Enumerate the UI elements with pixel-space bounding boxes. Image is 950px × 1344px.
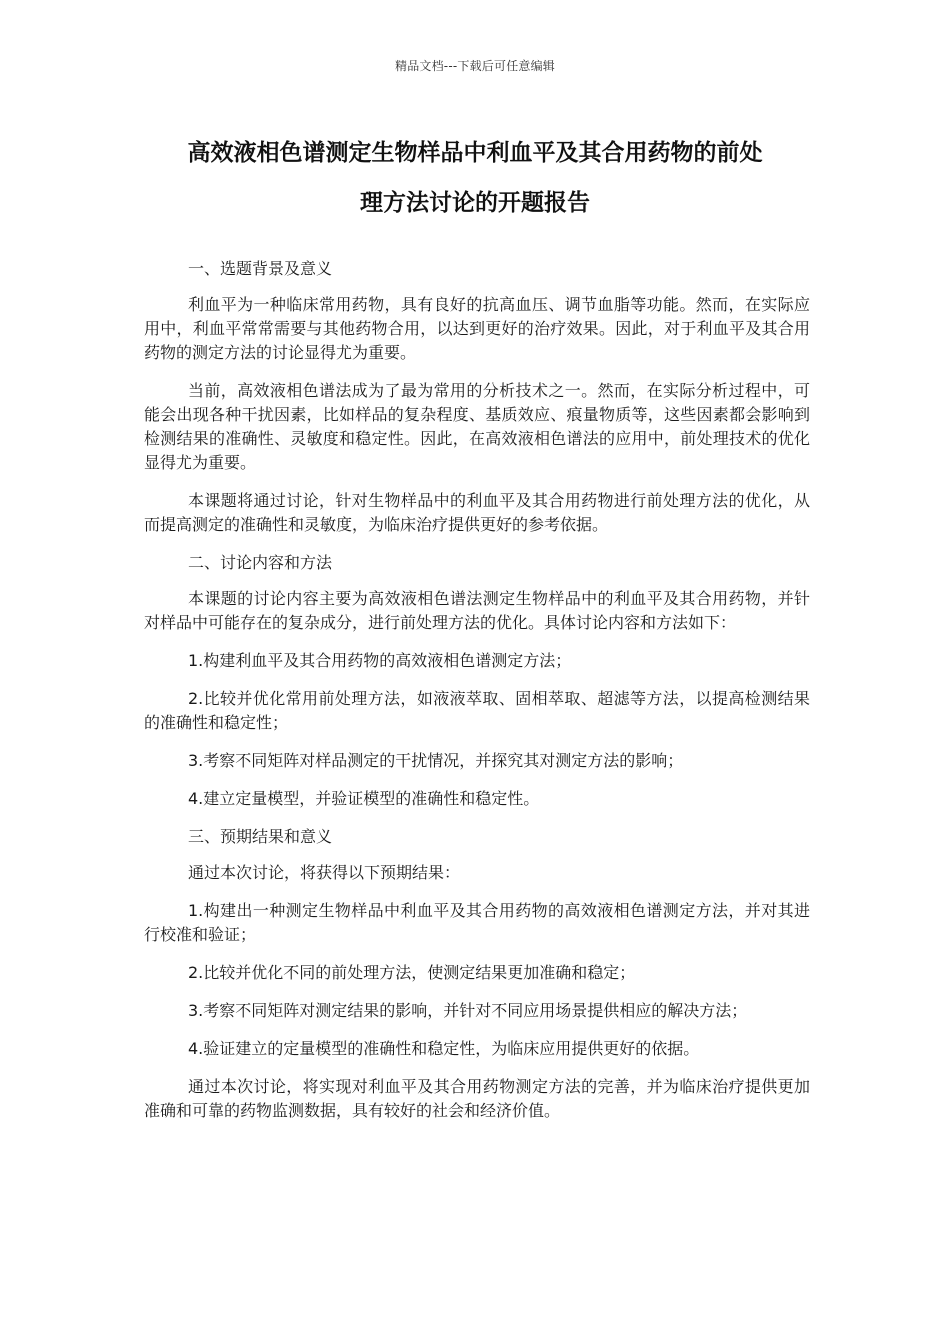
- list-item-content-4: 4.建立定量模型，并验证模型的准确性和稳定性。: [188, 789, 540, 808]
- paragraph-content-intro: 本课题的讨论内容主要为高效液相色谱法测定生物样品中的利血平及其合用药物，并针对样品中可能存在的复杂成分，进行前处理方法的优化。具体讨论内容和方法如下：: [144, 589, 810, 632]
- section-heading-results: 三、预期结果和意义: [188, 827, 333, 846]
- list-item-content-2: 2.比较并优化常用前处理方法，如液液萃取、固相萃取、超滤等方法，以提高检测结果的准确性和稳定性；: [144, 689, 810, 732]
- section-heading-background: 一、选题背景及意义: [188, 259, 333, 278]
- paragraph-background-1: 利血平为一种临床常用药物，具有良好的抗高血压、调节血脂等功能。然而，在实际应用中，利血平常常需要与其他药物合用，以达到更好的治疗效果。因此，对于利血平及其合用药物的测定方法的讨论显得尤为重要。: [144, 295, 810, 362]
- paragraph-conclusion: 通过本次讨论，将实现对利血平及其合用药物测定方法的完善，并为临床治疗提供更加准确和可靠的药物监测数据，具有较好的社会和经济价值。: [144, 1077, 810, 1120]
- document-body: [144, 257, 810, 1137]
- paragraph-background-2: 当前，高效液相色谱法成为了最为常用的分析技术之一。然而，在实际分析过程中，可能会出现各种干扰因素，比如样品的复杂程度、基质效应、痕量物质等，这些因素都会影响到检测结果的准确性、灵敏度和稳定性。因此，在高效液相色谱法的应用中，前处理技术的优化显得尤为重要。: [144, 381, 810, 472]
- list-item-results-2: 2.比较并优化不同的前处理方法，使测定结果更加准确和稳定；: [188, 963, 636, 982]
- paragraph-background-3: 本课题将通过讨论，针对生物样品中的利血平及其合用药物进行前处理方法的优化，从而提高测定的准确性和灵敏度，为临床治疗提供更好的参考依据。: [144, 491, 810, 534]
- list-item-results-4: 4.验证建立的定量模型的准确性和稳定性，为临床应用提供更好的依据。: [188, 1039, 700, 1058]
- list-item-content-1: 1.构建利血平及其合用药物的高效液相色谱测定方法；: [188, 651, 572, 670]
- paragraph-results-intro: 通过本次讨论，将获得以下预期结果：: [188, 863, 461, 882]
- header-note: 精品文档---下载后可任意编辑: [395, 59, 555, 73]
- document-title: [120, 128, 830, 228]
- title-line-2: 理方法讨论的开题报告: [360, 190, 590, 216]
- section-heading-content: 二、讨论内容和方法: [188, 553, 333, 572]
- list-item-results-3: 3.考察不同矩阵对测定结果的影响，并针对不同应用场景提供相应的解决方法；: [188, 1001, 748, 1020]
- title-line-1: 高效液相色谱测定生物样品中利血平及其合用药物的前处: [187, 140, 763, 166]
- list-item-content-3: 3.考察不同矩阵对样品测定的干扰情况，并探究其对测定方法的影响；: [188, 751, 684, 770]
- list-item-results-1: 1.构建出一种测定生物样品中利血平及其合用药物的高效液相色谱测定方法，并对其进行校准和验证；: [144, 901, 810, 944]
